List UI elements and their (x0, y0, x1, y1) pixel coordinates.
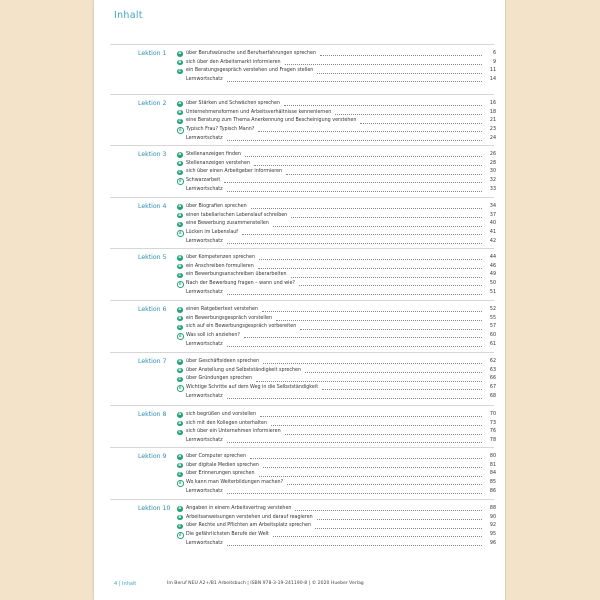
lesson-block (110, 248, 496, 295)
entry-title: Lücken im Lebenslauf (186, 229, 240, 238)
entry-page-number: 18 (489, 109, 496, 115)
toc-entry[interactable] (178, 453, 496, 462)
leader-dots (242, 234, 482, 235)
toc-entry[interactable] (178, 263, 496, 272)
section-badge-icon: B (178, 109, 182, 114)
lesson-block (110, 44, 496, 83)
entry-page-number: 73 (489, 420, 496, 426)
toc-entry[interactable] (179, 177, 496, 186)
entry-title: Arbeitsanweisungen verstehen und darauf reagieren (186, 514, 315, 523)
toc-entry[interactable] (178, 100, 496, 109)
entry-page-number: 40 (489, 221, 496, 227)
leader-dots (227, 243, 482, 244)
entry-page-number: 80 (489, 454, 496, 459)
lesson-entries (178, 453, 496, 496)
entry-page-number: 62 (489, 359, 496, 364)
leader-dots (260, 416, 482, 417)
toc-entry[interactable] (178, 358, 496, 367)
lesson-block (110, 447, 496, 494)
leader-dots (224, 182, 482, 183)
entry-title: einen Ratgebertext verstehen (186, 306, 260, 315)
leader-dots (227, 294, 482, 295)
lesson-entries (178, 100, 496, 143)
toc-entry[interactable] (186, 76, 496, 85)
section-badge-icon: E (177, 385, 184, 392)
entry-page-number: 51 (489, 289, 496, 295)
section-badge-icon: E (177, 333, 184, 340)
section-badge-icon: B (178, 263, 182, 268)
entry-page-number: 67 (489, 385, 496, 391)
toc-entry[interactable] (178, 323, 496, 332)
toc-entry[interactable] (186, 341, 496, 350)
leader-dots (286, 174, 482, 175)
toc-entry[interactable] (179, 229, 496, 238)
section-badge-icon: B (178, 367, 182, 372)
section-badge-icon: C (178, 471, 182, 476)
entry-title: über Biografien sprechen (186, 203, 249, 212)
toc-entry[interactable] (178, 160, 496, 169)
entry-page-number: 46 (489, 263, 496, 269)
entry-title: sich über den Arbeitsmarkt informieren (186, 59, 283, 68)
entry-page-number: 11 (489, 68, 496, 74)
entry-page-number: 50 (489, 281, 496, 287)
entry-page-number: 57 (489, 324, 496, 330)
section-badge-icon: E (177, 281, 184, 288)
leader-dots (273, 226, 482, 227)
entry-page-number: 23 (489, 127, 496, 133)
entry-page-number: 60 (489, 333, 496, 339)
entry-page-number: 85 (489, 480, 496, 486)
entry-page-number: 63 (489, 367, 496, 373)
lesson-label: Lektion 3 (138, 151, 167, 158)
toc-entry[interactable] (186, 186, 496, 195)
toc-entry[interactable] (178, 375, 496, 384)
entry-title: sich über einen Arbeitgeber informieren (186, 168, 284, 177)
entry-title: über Computer sprechen (186, 453, 248, 462)
lesson-block (110, 499, 496, 546)
entry-page-number: 61 (489, 341, 496, 347)
leader-dots (271, 425, 482, 426)
entry-title: Lernwortschatz (186, 540, 225, 549)
entry-page-number: 6 (492, 51, 496, 56)
toc-entry[interactable] (178, 367, 496, 376)
toc-entry[interactable] (179, 479, 496, 488)
entry-title: über Stärken und Schwächen sprechen (186, 100, 282, 109)
document-page (94, 0, 505, 600)
leader-dots (227, 346, 482, 347)
section-badge-icon: B (178, 59, 182, 64)
entry-page-number: 33 (489, 186, 496, 192)
leader-dots (244, 337, 482, 338)
leader-dots (227, 545, 482, 546)
toc-entry[interactable] (186, 540, 496, 549)
leader-dots (258, 131, 482, 132)
section-badge-icon: C (178, 523, 182, 528)
entry-title: über Rechte und Pflichten am Arbeitsplatz sprechen (186, 522, 313, 531)
entry-title: Nach der Bewerbung fragen – wann und wie? (186, 280, 297, 289)
section-badge-icon: C (178, 376, 182, 381)
entry-page-number: 28 (489, 160, 496, 166)
entry-page-number: 9 (492, 59, 496, 65)
section-badge-icon: C (178, 429, 182, 434)
section-badge-icon: E (177, 480, 184, 487)
entry-title: Lernwortschatz (186, 393, 225, 402)
toc-entry[interactable] (179, 384, 496, 393)
leader-dots (259, 476, 482, 477)
entry-page-number: 52 (489, 307, 496, 312)
toc-entry[interactable] (178, 254, 496, 263)
page-number: 4 | Inhalt (114, 581, 137, 587)
entry-title: Unternehmensformen und Arbeitsverhältnisse kennenlernen (186, 109, 333, 118)
lesson-label: Lektion 4 (138, 203, 167, 210)
toc-entry[interactable] (178, 522, 496, 531)
toc-entry[interactable] (179, 531, 496, 540)
section-badge-icon: E (177, 178, 184, 185)
entry-page-number: 86 (489, 488, 496, 494)
entry-page-number: 32 (489, 178, 496, 184)
section-badge-icon: C (178, 68, 182, 73)
section-badge-icon: E (177, 230, 184, 237)
section-badge-icon: A (178, 51, 182, 56)
leader-dots (227, 493, 482, 494)
lesson-label: Lektion 9 (138, 453, 167, 460)
leader-dots (263, 467, 482, 468)
section-badge-icon: B (178, 315, 182, 320)
entry-title: Lernwortschatz (186, 186, 225, 195)
leader-dots (300, 329, 482, 330)
entry-page-number: 84 (489, 471, 496, 477)
toc-entry[interactable] (186, 238, 496, 247)
toc-entry[interactable] (178, 315, 496, 324)
entry-page-number: 76 (489, 429, 496, 435)
toc-entry[interactable] (178, 109, 496, 118)
lesson-entries (178, 151, 496, 194)
toc-entry[interactable] (178, 505, 496, 514)
entry-title: Lernwortschatz (186, 341, 225, 350)
lesson-block (110, 300, 496, 347)
leader-dots (287, 484, 482, 485)
entry-title: über Kompetenzen sprechen (186, 254, 257, 263)
leader-dots (258, 268, 482, 269)
entry-title: sich mit den Kollegen unterhalten (186, 420, 269, 429)
section-badge-icon: A (178, 454, 182, 459)
leader-dots (291, 277, 482, 278)
entry-page-number: 78 (489, 438, 496, 444)
lesson-label: Lektion 10 (138, 505, 171, 512)
section-badge-icon: A (178, 101, 182, 106)
toc-entry[interactable] (178, 212, 496, 221)
entry-title: Lernwortschatz (186, 238, 225, 247)
lesson-entries (178, 50, 496, 85)
section-badge-icon: E (177, 532, 184, 539)
entry-title: Wichtige Schritte auf dem Weg in die Selbstständigkeit (186, 384, 320, 393)
leader-dots (250, 458, 482, 459)
entry-title: über Geschäftsideen sprechen (186, 358, 261, 367)
lesson-block (110, 94, 496, 141)
lesson-block (110, 405, 496, 444)
lesson-label: Lektion 5 (138, 254, 167, 261)
section-badge-icon: A (178, 204, 182, 209)
entry-title: Schwarzarbeit (186, 177, 222, 186)
leader-dots (259, 259, 482, 260)
leader-dots (256, 381, 482, 382)
lesson-block (110, 197, 496, 244)
lesson-entries (178, 358, 496, 401)
leader-dots (276, 320, 482, 321)
entry-page-number: 14 (489, 77, 496, 83)
entry-page-number: 37 (489, 212, 496, 218)
entry-page-number: 92 (489, 523, 496, 529)
entry-title: Lernwortschatz (186, 289, 225, 298)
entry-title: ein Bewerbungsanschreiben überarbeiten (186, 271, 289, 280)
entry-title: Was soll ich anziehen? (186, 332, 242, 341)
toc-entry[interactable] (186, 393, 496, 402)
toc-entry[interactable] (186, 437, 496, 446)
toc-entry[interactable] (178, 411, 496, 420)
entry-page-number: 44 (489, 255, 496, 260)
section-badge-icon: B (178, 420, 182, 425)
leader-dots (227, 140, 482, 141)
entry-page-number: 88 (489, 506, 496, 511)
toc-entry[interactable] (178, 470, 496, 479)
entry-page-number: 26 (489, 152, 496, 157)
section-badge-icon: C (178, 324, 182, 329)
entry-page-number: 68 (489, 393, 496, 399)
leader-dots (227, 442, 482, 443)
toc-entry[interactable] (179, 126, 496, 135)
section-badge-icon: B (178, 514, 182, 519)
entry-page-number: 24 (489, 135, 496, 141)
entry-page-number: 30 (489, 169, 496, 175)
lesson-entries (178, 411, 496, 446)
section-badge-icon: A (178, 152, 182, 157)
entry-title: ein Bewerbungsgespräch vorstellen (186, 315, 274, 324)
entry-title: sich auf ein Bewerbungsgespräch vorbereiten (186, 323, 298, 332)
section-badge-icon: A (178, 307, 182, 312)
entry-title: ein Anschreiben formulieren (186, 263, 256, 272)
section-badge-icon: C (178, 169, 182, 174)
leader-dots (317, 73, 482, 74)
entry-title: Typisch Frau? Typisch Mann? (186, 126, 256, 135)
lesson-label: Lektion 1 (138, 50, 167, 57)
entry-title: über Gründungen sprechen (186, 375, 254, 384)
toc-entry[interactable] (186, 135, 496, 144)
toc-entry[interactable] (178, 168, 496, 177)
leader-dots (245, 156, 482, 157)
leader-dots (291, 217, 482, 218)
section-badge-icon: E (177, 127, 184, 134)
toc-entry[interactable] (178, 514, 496, 523)
entry-title: sich über ein Unternehmen informieren (186, 428, 283, 437)
leader-dots (315, 528, 482, 529)
toc-entry[interactable] (178, 203, 496, 212)
section-badge-icon: A (178, 412, 182, 417)
entry-page-number: 41 (489, 230, 496, 236)
entry-page-number: 70 (489, 412, 496, 417)
entry-page-number: 66 (489, 376, 496, 382)
toc-entry[interactable] (178, 428, 496, 437)
toc-entry[interactable] (178, 306, 496, 315)
section-badge-icon: B (178, 462, 182, 467)
section-badge-icon: A (178, 359, 182, 364)
leader-dots (262, 311, 482, 312)
entry-title: über Erinnerungen sprechen (186, 470, 257, 479)
lesson-entries (178, 505, 496, 548)
toc-entry[interactable] (178, 420, 496, 429)
lesson-label: Lektion 2 (138, 100, 167, 107)
toc-entry[interactable] (178, 59, 496, 68)
entry-page-number: 42 (489, 238, 496, 244)
leader-dots (251, 208, 482, 209)
toc-entry[interactable] (178, 67, 496, 76)
lesson-entries (178, 254, 496, 297)
entry-title: Lernwortschatz (186, 437, 225, 446)
toc-entry[interactable] (178, 220, 496, 229)
entry-title: über Berufswünsche und Berufserfahrungen sprechen (186, 50, 318, 59)
toc-entry[interactable] (186, 488, 496, 497)
leader-dots (299, 285, 482, 286)
entry-title: Lernwortschatz (186, 135, 225, 144)
leader-dots (320, 55, 482, 56)
leader-dots (285, 434, 482, 435)
page-title: Inhalt (114, 10, 143, 21)
section-badge-icon: B (178, 212, 182, 217)
entry-page-number: 96 (489, 540, 496, 546)
toc-entry[interactable] (179, 280, 496, 289)
leader-dots (227, 81, 482, 82)
leader-dots (285, 64, 482, 65)
entry-page-number: 34 (489, 204, 496, 209)
toc-entry[interactable] (178, 151, 496, 160)
entry-title: Stellenanzeigen verstehen (186, 160, 252, 169)
entry-title: einen tabellarischen Lebenslauf schreiben (186, 212, 289, 221)
toc-entry[interactable] (186, 289, 496, 298)
imprint-text: Im Beruf NEU A2+/B1 Arbeitsbuch | ISBN 978-3-19-241190-8 | © 2020 Hueber Verlag (167, 581, 364, 586)
toc-entry[interactable] (178, 117, 496, 126)
entry-page-number: 90 (489, 514, 496, 520)
lesson-block (110, 352, 496, 399)
lesson-label: Lektion 7 (138, 358, 167, 365)
section-badge-icon: C (178, 221, 182, 226)
entry-title: Stellenanzeigen finden (186, 151, 243, 160)
entry-page-number: 16 (489, 101, 496, 106)
entry-title: Angaben in einem Arbeitsvertrag verstehen (186, 505, 293, 514)
lesson-entries (178, 306, 496, 349)
leader-dots (322, 389, 482, 390)
section-badge-icon: C (178, 272, 182, 277)
lesson-label: Lektion 8 (138, 411, 167, 418)
toc-entry[interactable] (178, 271, 496, 280)
leader-dots (254, 165, 482, 166)
entry-title: Die gefährlichsten Berufe der Welt (186, 531, 271, 540)
entry-title: eine Beratung zum Thema Anerkennung und Bescheinigung verstehen (186, 117, 358, 126)
section-badge-icon: B (178, 160, 182, 165)
section-badge-icon: C (178, 118, 182, 123)
leader-dots (295, 510, 482, 511)
entry-page-number: 95 (489, 532, 496, 538)
leader-dots (317, 519, 482, 520)
entry-title: sich begrüßen und vorstellen (186, 411, 258, 420)
entry-title: über Anstellung und Selbstständigkeit sprechen (186, 367, 303, 376)
entry-page-number: 49 (489, 272, 496, 278)
leader-dots (273, 536, 482, 537)
entry-title: Lernwortschatz (186, 488, 225, 497)
leader-dots (305, 372, 482, 373)
toc-entry[interactable] (178, 50, 496, 59)
entry-page-number: 55 (489, 315, 496, 321)
entry-title: über digitale Medien sprechen (186, 462, 261, 471)
leader-dots (227, 398, 482, 399)
toc-entry[interactable] (179, 332, 496, 341)
entry-title: eine Bewerbung zusammenstellen (186, 220, 271, 229)
entry-title: ein Beratungsgespräch verstehen und Fragen stellen (186, 67, 315, 76)
entry-page-number: 21 (489, 118, 496, 124)
entry-page-number: 81 (489, 462, 496, 468)
leader-dots (335, 114, 482, 115)
lesson-entries (178, 203, 496, 246)
leader-dots (284, 105, 482, 106)
leader-dots (227, 191, 482, 192)
section-badge-icon: A (178, 506, 182, 511)
lesson-label: Lektion 6 (138, 306, 167, 313)
section-badge-icon: A (178, 255, 182, 260)
leader-dots (263, 363, 482, 364)
entry-title: Wo kann man Weiterbildungen machen? (186, 479, 285, 488)
lesson-block (110, 145, 496, 192)
leader-dots (360, 123, 482, 124)
toc-entry[interactable] (178, 462, 496, 471)
entry-title: Lernwortschatz (186, 76, 225, 85)
